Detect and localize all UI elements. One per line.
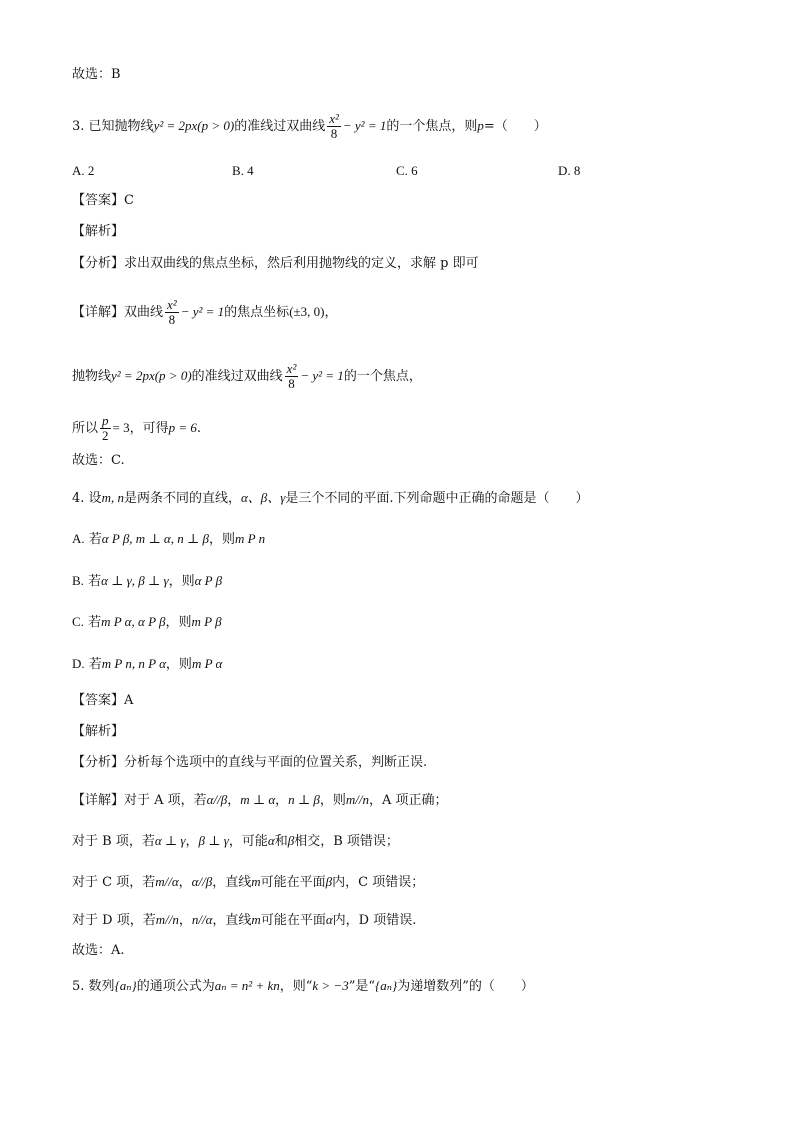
q3-xiangjie-tag: 【详解】 (72, 305, 125, 320)
q3-options (72, 162, 732, 180)
q4-option-b (72, 572, 222, 591)
q4-xd-s3: 可能在平面 (260, 913, 326, 928)
q4-xa-end: ，A 项正确； (369, 793, 448, 808)
q4-analysis-tag: 【解析】 (72, 724, 125, 739)
q4-xb-s1: ， (185, 834, 199, 849)
q4-fenxi-text: 分析每个选项中的直线与平面的位置关系，判断正误. (124, 755, 428, 770)
q3-x2-numerator: x² (286, 361, 297, 376)
q4-xd-m3: m (251, 912, 261, 927)
q3-x3-mid: ，可得 (129, 421, 169, 436)
q3-answer-value: C (124, 193, 134, 208)
q3-analysis-tag: 【解析】 (72, 224, 125, 239)
q4-xd-m1: m//n (155, 912, 179, 927)
q3-x2-post: 的一个焦点， (343, 369, 422, 384)
q3-x3-numerator: p (102, 413, 109, 428)
q3-x1-coord: (±3, 0) (289, 304, 325, 319)
q3-fenxi (72, 255, 479, 273)
q4-xiangjie-b (72, 832, 399, 851)
q4-fenxi-tag: 【分析】 (72, 755, 125, 770)
q4-xiangjie-c (72, 873, 424, 892)
q3-x1-fraction (165, 298, 179, 327)
q4-option-c-letter: C. (72, 614, 84, 629)
q4-stem-post: 是三个不同的平面.下列命题中正确的命题是（ ） (285, 491, 589, 506)
q3-x1-rest: − y² = 1 (180, 304, 225, 319)
q3-conclusion: 故选：C. (72, 453, 125, 468)
q5-sequence: {aₙ} (114, 978, 137, 993)
q3-stem-mid: 的准线过双曲线 (234, 119, 326, 134)
q4-stem (72, 489, 589, 508)
q4-xd-m2: n//α (191, 912, 213, 927)
q2-conclusion: 故选：B (72, 67, 121, 82)
q3-hyperbola-denominator: 8 (330, 126, 338, 141)
q4-option-c-math2: m P β (191, 614, 222, 629)
q4-xa-m4: m//n (345, 792, 370, 807)
q4-xc-end: 内，C 项错误； (332, 875, 425, 890)
q3-hyperbola-fraction (327, 112, 341, 141)
q3-x1-post: 的焦点坐标 (224, 305, 290, 320)
q4-answer-value: A (124, 693, 134, 708)
q4-option-b-pre: 若 (88, 574, 102, 589)
q4-option-c-pre: 若 (88, 615, 102, 630)
q3-x3-denominator: 2 (102, 428, 109, 443)
q4-conclusion: 故选：A. (72, 943, 125, 958)
q5-formula: aₙ = n² + kn (214, 978, 280, 993)
q4-xc-s1: ， (178, 875, 192, 890)
q3-stem (72, 112, 547, 141)
q4-option-d (72, 655, 222, 674)
q3-x3-result: p = 6 (168, 420, 197, 435)
q4-xc-m3: m (251, 874, 261, 889)
q4-xb-s2: ，可能 (228, 834, 268, 849)
q4-number: 4. (72, 491, 85, 506)
q4-xc-m4: β (325, 874, 333, 889)
q4-xb-m4: β (287, 833, 295, 848)
q3-stem-end: =（ ） (483, 119, 547, 134)
q3-x2-fraction (285, 362, 299, 391)
q3-hyperbola-numerator: x² (329, 111, 339, 126)
q4-xc-pre: 对于 C 项，若 (72, 875, 156, 890)
q3-answer (72, 192, 134, 210)
q4-option-b-math: α ⊥ γ, β ⊥ γ (101, 573, 169, 588)
q3-x2-rest: − y² = 1 (300, 368, 344, 383)
q4-option-a-math: α P β, m ⊥ α, n ⊥ β (101, 531, 209, 546)
q4-answer-tag: 【答案】 (72, 693, 125, 708)
q4-xd-m4: α (325, 912, 333, 927)
q4-xa-m3: n ⊥ β (288, 792, 320, 807)
q4-stem-mid: 是两条不同的直线， (123, 491, 241, 506)
q4-xd-pre: 对于 D 项，若 (72, 913, 156, 928)
q3-x1-denominator: 8 (168, 312, 176, 327)
q3-option-d: D. 8 (558, 163, 581, 178)
q4-option-d-math: m P n, n P α (101, 656, 166, 671)
q5-mid3: ”是“ (348, 979, 376, 994)
q4-option-d-pre: 若 (88, 657, 102, 672)
q4-option-d-mid: ，则 (165, 657, 192, 672)
q4-xd-s2: ，直线 (212, 913, 252, 928)
q4-xb-end: 相交，B 项错误； (294, 834, 399, 849)
q4-xa-s1: ， (227, 793, 241, 808)
q3-x1-pre: 双曲线 (124, 305, 164, 320)
q4-stem-vars: m, n (101, 490, 124, 505)
q4-xiangjie-d (72, 911, 416, 930)
q3-stem-post: 的一个焦点，则 (386, 119, 478, 134)
q3-x3-eq: = 3 (112, 420, 130, 435)
q4-xc-m1: m//α (155, 874, 179, 889)
q4-xb-m2: β ⊥ γ (198, 833, 229, 848)
q4-xc-m2: α//β (191, 874, 213, 889)
q4-xc-s2: ，直线 (212, 875, 252, 890)
q4-xa-m1: α//β (206, 792, 228, 807)
q4-option-a-pre: 若 (88, 532, 102, 547)
q4-answer (72, 692, 133, 710)
q4-option-b-math2: α P β (194, 573, 223, 588)
q5-stem (72, 977, 534, 996)
q3-hyperbola-rest: − y² = 1 (342, 118, 387, 133)
q5-mid2: ，则“ (279, 979, 313, 994)
q4-xc-s3: 可能在平面 (260, 875, 326, 890)
q3-parabola: y² = 2px(p > 0) (153, 118, 235, 133)
q4-option-d-letter: D. (72, 656, 85, 671)
q4-xb-m1: α ⊥ γ (154, 833, 186, 848)
q4-stem-pre: 设 (88, 491, 102, 506)
q3-x1-end: ， (324, 305, 338, 320)
q5-number: 5. (72, 979, 85, 994)
q3-x3-pre: 所以 (72, 421, 99, 436)
q4-option-a-mid: ，则 (208, 532, 235, 547)
q3-fenxi-tag: 【分析】 (72, 256, 125, 271)
q5-condition: k > −3 (312, 978, 349, 993)
q3-option-c: C. 6 (396, 163, 418, 178)
q5-end: 为递增数列”的（ ） (397, 979, 534, 994)
q4-xa-pre: 对于 A 项，若 (124, 793, 207, 808)
q3-fenxi-text: 求出双曲线的焦点坐标，然后利用抛物线的定义，求解 p 即可 (124, 256, 479, 271)
q4-option-a (72, 530, 265, 549)
q3-xiangjie-line2 (72, 362, 422, 391)
q4-fenxi (72, 754, 427, 772)
q3-option-a: A. 2 (72, 163, 95, 178)
q4-option-c-math: m P α, α P β (101, 614, 166, 629)
q3-answer-tag: 【答案】 (72, 193, 125, 208)
q4-xa-s3: ，则 (319, 793, 346, 808)
q3-x3-fraction (100, 414, 111, 443)
q3-stem-pre: 已知抛物线 (88, 119, 154, 134)
q4-xiangjie-a (72, 791, 448, 810)
q4-xd-s1: ， (178, 913, 192, 928)
q3-x1-numerator: x² (167, 297, 177, 312)
q3-x2-pre: 抛物线 (72, 369, 112, 384)
q4-xb-pre: 对于 B 项，若 (72, 834, 155, 849)
q4-option-c (72, 613, 222, 632)
q4-option-a-letter: A. (72, 531, 85, 546)
q4-stem-planes: α、β、γ (240, 490, 286, 505)
q3-stem-var: p (477, 118, 484, 133)
q4-option-c-mid: ，则 (165, 615, 192, 630)
q4-xiangjie-tag: 【详解】 (72, 793, 125, 808)
q5-pre: 数列 (88, 979, 115, 994)
q4-xa-s2: ， (275, 793, 289, 808)
q4-xb-m3: α (267, 833, 275, 848)
q3-x2-mid: 的准线过双曲线 (191, 369, 283, 384)
q3-option-b: B. 4 (232, 163, 254, 178)
q3-xiangjie-line1 (72, 298, 338, 327)
q3-x2-denominator: 8 (288, 376, 295, 391)
q4-option-d-math2: m P α (191, 656, 223, 671)
q4-option-b-letter: B. (72, 573, 84, 588)
q4-option-a-math2: m P n (234, 531, 266, 546)
q3-xiangjie-line3 (72, 414, 201, 443)
q3-x2-parabola: y² = 2px(p > 0) (111, 368, 192, 383)
q4-option-b-mid: ，则 (168, 574, 195, 589)
q5-sequence2: {aₙ} (375, 978, 398, 993)
q3-x3-end: . (196, 421, 202, 436)
q5-mid: 的通项公式为 (136, 979, 215, 994)
q3-number: 3. (72, 119, 85, 134)
q4-xb-s3: 和 (274, 834, 288, 849)
q4-xa-m2: m ⊥ α (240, 792, 276, 807)
q4-xd-end: 内，D 项错误. (332, 913, 417, 928)
